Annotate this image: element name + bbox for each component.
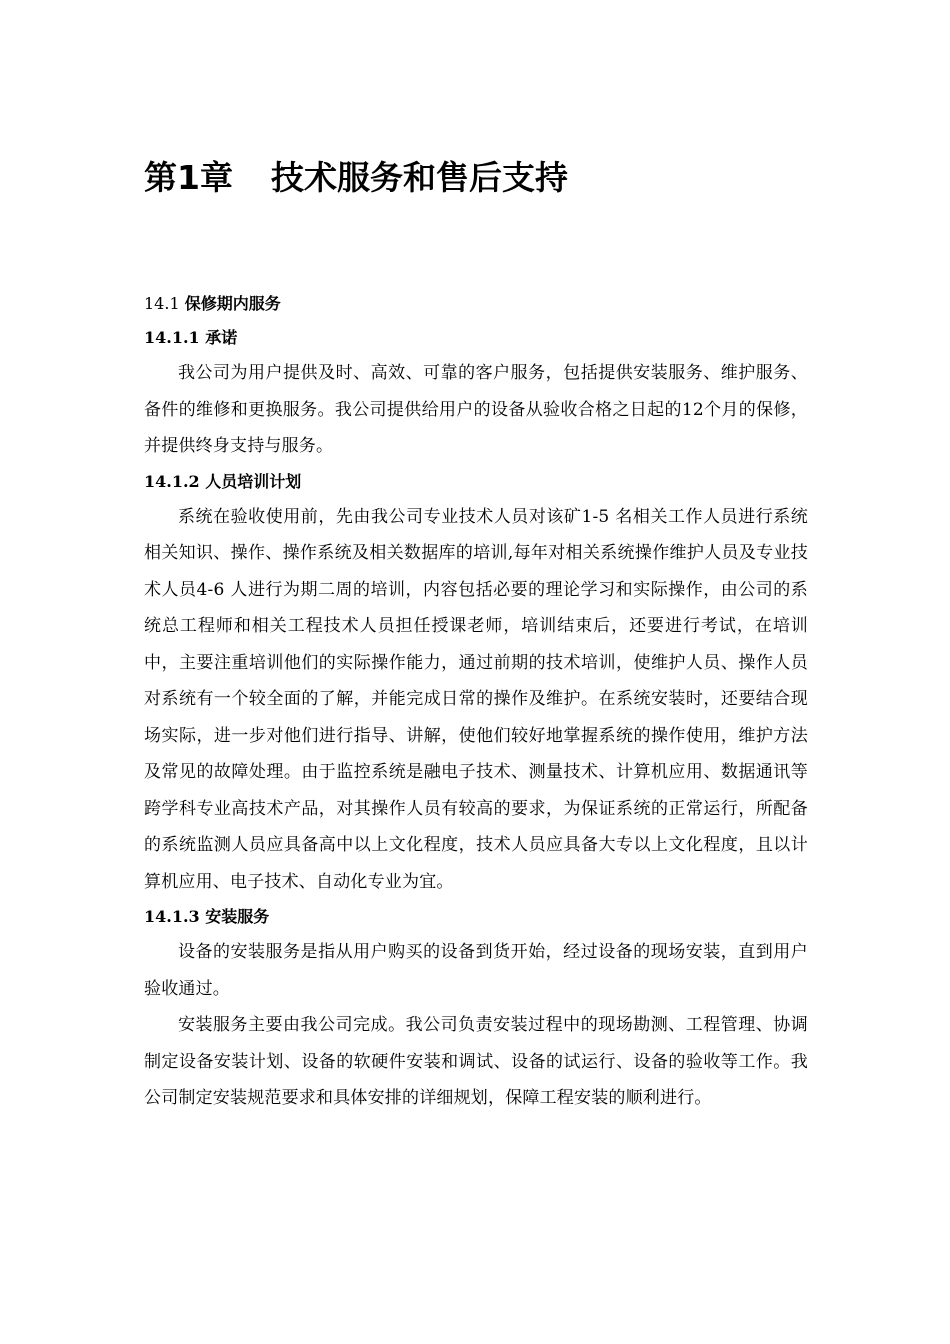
chapter-title [144,156,568,200]
paragraph: 设备的安装服务是指从用户购买的设备到货开始，经过设备的现场安装，直到用户验收通过。 [144,942,808,999]
paragraph: 我公司为用户提供及时、高效、可靠的客户服务，包括提供安装服务、维护服务、备件的维修和更换服务。我公司提供给用户的设备从验收合格之日起的12个月的保修，并提供终身支持与服务。 [144,363,808,456]
chapter-number: 第1章 [144,158,233,197]
subsection-number: 14.1.2 [144,471,200,491]
section-title: 保修期内服务 [184,294,281,313]
subsection-heading-commitment [144,321,808,355]
subsection-title: 安装服务 [205,907,270,926]
subsection-title: 人员培训计划 [205,471,302,491]
subsection-heading-installation [144,900,808,934]
paragraph: 安装服务主要由我公司完成。我公司负责安装过程中的现场勘测、工程管理、协调制定设备安装计划、设备的软硬件安装和调试、设备的试运行、设备的验收等工作。我公司制定安装规范要求和具体安排的详细规划，保障工程安装的顺利进行。 [144,1015,808,1108]
subsection-number: 14.1.1 [144,328,200,347]
paragraph: 系统在验收使用前，先由我公司专业技术人员对该矿1-5 名相关工作人员进行系统相关知识、操作、操作系统及相关数据库的培训,每年对相关系统操作维护人员及专业技术人员4-6 人进行为期二周的培训，内容包括必要的理论学习和实际操作，由公司的系统总工程师和相关工程技术人员担任授课老师，培训结束后，还要进行考试，在培训中，主要注重培训他们的实际操作能力，通过前期的技术培训，使维护人员、操作人员对系统有一个较全面的了解，并能完成日常的操作及维护。在系统安装时，还要结合现场实际，进一步对他们进行指导、讲解，使他们较好地掌握系统的操作使用，维护方法及常见的故障处理。由于监控系统是融电子技术、测量技术、计算机应用、数据通讯等跨学科专业高技术产品，对其操作人员有较高的要求，为保证系统的正常运行，所配备的系统监测人员应具备高中以上文化程度，技术人员应具备大专以上文化程度，且以计算机应用、电子技术、自动化专业为宜。 [144,506,808,892]
document-body [144,287,808,1117]
subsection-number: 14.1.3 [144,907,200,926]
section-heading [144,287,808,321]
subsection-heading-training [144,465,808,499]
section-number: 14.1 [144,294,180,313]
subsection-title: 承诺 [205,328,238,347]
chapter-title-text: 技术服务和售后支持 [270,158,568,197]
